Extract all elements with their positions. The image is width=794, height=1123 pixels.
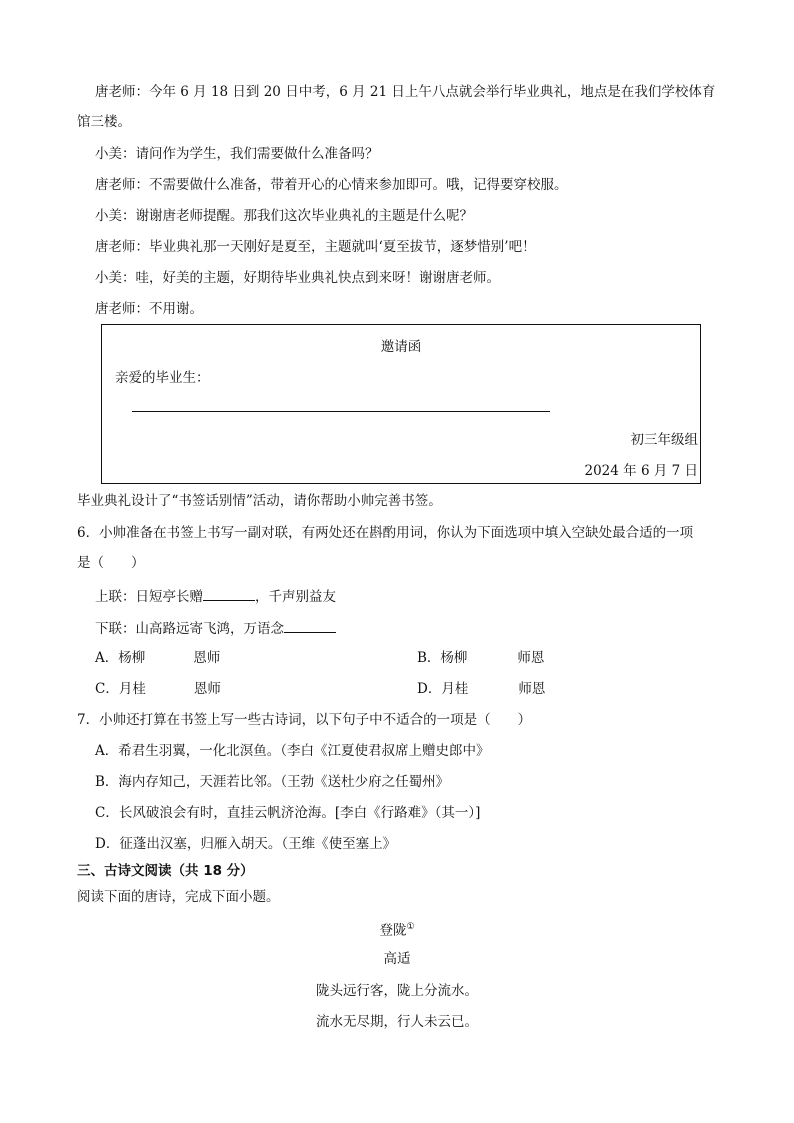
poem-author: 高适 [383,951,411,967]
upper-couplet-suffix: ，千声别益友 [255,589,336,605]
invitation-date: 2024 年 6 月 7 日 [584,463,698,479]
option-label: D．月桂 [417,681,469,697]
q6-option-a [95,649,220,667]
footnote-mark: ① [406,922,415,932]
poem-title [0,918,794,940]
dialogue-line: 唐老师：毕业典礼那一天刚好是夏至，主题就叫‘夏至拔节，逐梦惜别’吧！ [95,239,536,255]
upper-couplet-blank [203,586,255,601]
invitation-greeting: 亲爱的毕业生： [115,370,210,386]
section-heading: 三、古诗文阅读（共 18 分） [77,863,254,879]
dialogue-line: 小美：谢谢唐老师提醒。那我们这次毕业典礼的主题是什么呢？ [95,208,473,224]
lower-couplet-blank [284,618,336,633]
bookmark-intro: 毕业典礼设计了“书签话别情”活动，请你帮助小帅完善书签。 [77,493,442,509]
q6-option-b [417,649,544,667]
section-instruction: 阅读下面的唐诗，完成下面小题。 [77,889,280,905]
q6-stem-cont: 是（ ） [77,555,145,571]
invitation-box [101,324,701,484]
poem-line: 陇头远行客，陇上分流水。 [316,983,478,999]
dialogue-line: 馆三楼。 [77,114,131,130]
option-word: 师恩 [517,650,545,666]
option-word: 恩师 [193,681,221,697]
option-word: 恩师 [193,650,221,666]
invitation-title: 邀请函 [380,339,422,355]
dialogue-line: 小美：哇，好美的主题，好期待毕业典礼快点到来呀！谢谢唐老师。 [95,270,500,286]
q6-lower-couplet [95,618,336,638]
q6-option-c [95,680,221,698]
dialogue-line: 唐老师：今年 6 月 18 日到 20 日中考，6 月 21 日上午八点就会举行毕业典礼，地点是在我们学校体育 [95,84,716,100]
upper-couplet-prefix: 上联：日短亭长赠 [95,589,203,605]
q7-option-b: B．海内存知己，天涯若比邻。（王勃《送杜少府之任蜀州》 [95,774,450,790]
q6-stem: 6．小帅准备在书签上书写一副对联，有两处还在斟酌用词，你认为下面选项中填入空缺处最合适的一项 [77,525,694,541]
invitation-signature: 初三年级组 [630,432,698,448]
q7-option-a: A．希君生羽翼，一化北溟鱼。（李白《江夏使君叔席上赠史郎中》 [95,743,490,759]
poem-line: 流水无尽期，行人未云已。 [316,1014,478,1030]
option-label: C．月桂 [95,681,146,697]
q7-option-c: C．长风破浪会有时，直挂云帆济沧海。[李白《行路难》（其一）] [95,805,481,821]
q7-stem: 7．小帅还打算在书签上写一些古诗词，以下句子中不适合的一项是（ ） [77,712,532,728]
lower-couplet-prefix: 下联：山高路远寄飞鸿，万语念 [95,621,284,637]
q7-option-d: D．征蓬出汉塞，归雁入胡天。（王维《使至塞上》 [95,836,397,852]
invitation-blank-line [132,411,550,412]
dialogue-line: 唐老师：不需要做什么准备，带着开心的心情来参加即可。哦，记得要穿校服。 [95,177,568,193]
dialogue-line: 唐老师：不用谢。 [95,301,203,317]
q6-option-d [417,680,545,698]
option-label: A．杨柳 [95,650,146,666]
option-label: B．杨柳 [417,650,468,666]
poem-title-text: 登陇 [379,922,407,939]
option-word: 师恩 [518,681,546,697]
q6-upper-couplet [95,586,336,606]
dialogue-line: 小美：请问作为学生，我们需要做什么准备吗？ [95,146,379,162]
